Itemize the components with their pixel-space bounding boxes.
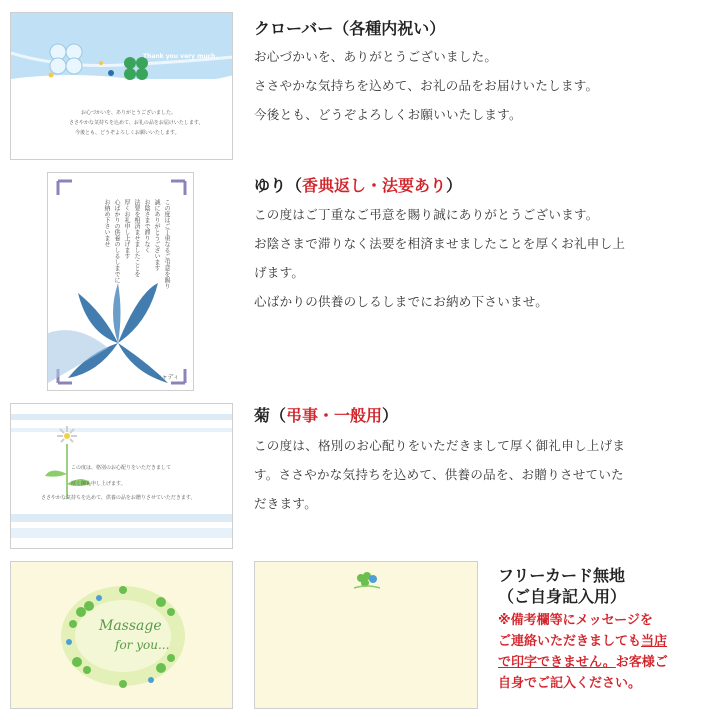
chrysanthemum-card-line-3: ささやかな気持ちを込めて、供養の品をお贈りさせていただきます。 (41, 495, 196, 501)
chrysanthemum-body-line-1: この度は、格別のお心配りをいただきまして厚く御礼申し上げま (254, 438, 626, 453)
clover-body (254, 42, 598, 129)
note-line-2: ご連絡いただきましても当店 (498, 634, 668, 649)
clover-card-art (11, 13, 233, 160)
lily-vline-2: 誠にありがとうございます (153, 199, 160, 271)
chrysanthemum-card-image (10, 403, 233, 549)
clover-card-banner: Thank you very much. (143, 53, 218, 60)
chrysanthemum-body (254, 431, 625, 518)
lily-vline-5: 厚くお礼申し上げます (123, 199, 130, 259)
free-card-title-line-2: （ご自身記入用） (498, 587, 627, 606)
lily-vline-7: お納め下さいませ (103, 199, 110, 247)
lily-title: ゆり（香典返し・法要あり） (254, 176, 463, 195)
lily-card-text (101, 199, 171, 309)
chrysanthemum-title: 菊（弔事・一般用） (254, 406, 399, 425)
note-line-3: で印字できません。お客様ご (498, 655, 668, 670)
chrysanthemum-card-art (11, 404, 233, 549)
lily-body-line-2: お陰さまで滞りなく法要を相済ませましたことを厚くお礼申し上 (254, 236, 626, 251)
free-card-title-line-1: フリーカード無地 (498, 566, 626, 585)
free-card-message: Massage (99, 618, 162, 634)
lily-body-line-4: 心ばかりの供養のしるしまでにお納め下さいませ。 (254, 294, 549, 309)
clover-body-line-2: ささやかな気持ちを込めて、お礼の品をお届けいたします。 (254, 78, 599, 93)
clover-card-image (10, 12, 233, 160)
clover-card-line-2: ささやかな気持ちを込めて、お礼の品をお届けいたします。 (69, 120, 204, 126)
free-card-inside-image (254, 561, 478, 709)
clover-card-line-1: お心づかいを、ありがとうございました。 (81, 110, 177, 116)
chrysanthemum-body-line-2: す。ささやかな気持ちを込めて、供養の品を、お贈りさせていた (254, 467, 624, 482)
lily-title-red: 香典返し・法要あり (302, 176, 447, 195)
lily-card-image (47, 172, 194, 391)
free-card-front-art (11, 562, 233, 709)
lily-body-line-3: げます。 (254, 265, 305, 280)
free-card-inside-clover-icon (352, 570, 382, 592)
lily-vline-4: 法要を相済ませましたことを (133, 199, 140, 277)
lily-vline-6: 心ばかりの供養のしるしまでに (113, 199, 120, 283)
clover-body-line-1: お心づかいを、ありがとうございました。 (254, 49, 498, 64)
free-card-title (498, 565, 626, 607)
lily-vline-1: この度はご丁重なるご弔意を賜り (163, 199, 170, 289)
clover-body-line-3: 今後とも、どうぞよろしくお願いいたします。 (254, 107, 522, 122)
lily-vline-3: お陰さまで滞りなく (143, 199, 150, 253)
chrysanthemum-body-line-3: だきます。 (254, 496, 318, 511)
chrysanthemum-title-red: 弔事・一般用 (286, 406, 383, 425)
note-line-1: ※備考欄等にメッセージを (498, 613, 653, 628)
clover-card-line-3: 今後とも、どうぞよろしくお願いいたします。 (75, 130, 180, 136)
chrysanthemum-card-line-2: 厚く御礼申し上げます。 (71, 481, 126, 487)
lily-body-line-1: この度はご丁重なご弔意を賜り誠にありがとうございます。 (254, 207, 599, 222)
chrysanthemum-card-line-1: この度は、格別のお心配りをいただきまして (71, 465, 172, 471)
free-card-front-image (10, 561, 233, 709)
note-line-4: 自身でご記入ください。 (498, 676, 642, 691)
free-card-message-2: for you... (115, 638, 170, 652)
clover-title: クローバー（各種内祝い） (254, 19, 446, 38)
free-card-note (498, 610, 718, 694)
lily-body (254, 200, 625, 316)
lily-card-brand: シャディ (155, 374, 179, 381)
